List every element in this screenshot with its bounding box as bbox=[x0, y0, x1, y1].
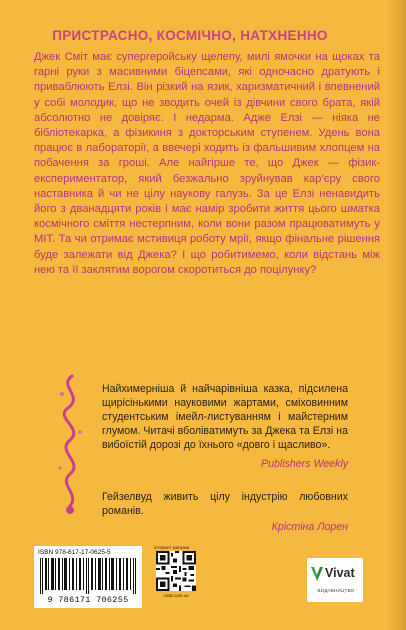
barcode-number: 9 786171 706255 bbox=[47, 595, 129, 605]
review-source: Publishers Weekly bbox=[261, 458, 348, 470]
spine-shade bbox=[384, 0, 406, 630]
isbn-barcode-block bbox=[34, 546, 142, 608]
qr-code-icon bbox=[156, 551, 196, 591]
publisher-subtitle: ВИДАВНИЦТВО bbox=[317, 588, 355, 593]
review-publishers-weekly bbox=[102, 382, 348, 452]
description-paragraph: Джек Сміт має супергеройську щелепу, милі ямочки на щоках та гарні руки з масивними біцепсами, які одночасно дратують і приваблюють Елзі. Він різкий на язик, харизматичний і впевнений у собі молодик, що не зводить очей із дівчини свого брата, якій абсолютно не довіряє. І недарма. Адже Елзі — ніяка не бібліотекарка, а фізикиня з докторським ступенем. Удень вона працює в лабораторії, а ввечері ходить із фальшивим хлопцем на побачення за гроші. Але найгірше те, що Джек — фізик-експериментатор, який безжально зруйнував кар’єру свого наставника й чи не цілу наукову галузь. За це Елзі ненавидить його з дванадцяти років і має намір зробити життя цього шматка космічного сміття нестерпним, коли вони разом працюватимуть у MIT. Та чи отримає мстивиця роботу мрії, якщо фінальне рішення буде залежати від Джека? І що робитимемо, коли відстань між нею та її заклятим ворогом скоротиться до поцілунку? bbox=[34, 51, 380, 276]
review-text: Гейзелвуд живить цілу індустрію любовних романів. bbox=[102, 491, 348, 517]
publisher-logo bbox=[307, 558, 363, 602]
qr-label: інтернет магазин bbox=[154, 545, 190, 550]
isbn-label: ISBN 978-617-17-0625-5 bbox=[38, 549, 111, 556]
book-description bbox=[34, 50, 380, 278]
review-christina-lauren bbox=[102, 490, 348, 518]
qr-url: vivat.com.ua bbox=[163, 593, 189, 598]
qr-code-block bbox=[154, 545, 196, 605]
barcode-icon bbox=[38, 558, 138, 594]
review-text: Найхимерніша й найчарівніша казка, підсилена щирісінькими науковими жартами, сміховинним студентським імейл-листуванням і майстерним глумом. Читачі вболіватимуть за Джека та Елзі на вибоїстій дорозі до їхнього «довго і щасливо». bbox=[102, 383, 348, 451]
publisher-name: Vivat bbox=[325, 566, 355, 580]
vivat-logo-icon bbox=[310, 565, 324, 583]
cover-tagline: ПРИСТРАСНО, КОСМІЧНО, НАТХНЕННО bbox=[52, 28, 328, 43]
swirl-ornament-icon bbox=[50, 372, 90, 518]
review-source: Крістіна Лорен bbox=[271, 521, 348, 533]
